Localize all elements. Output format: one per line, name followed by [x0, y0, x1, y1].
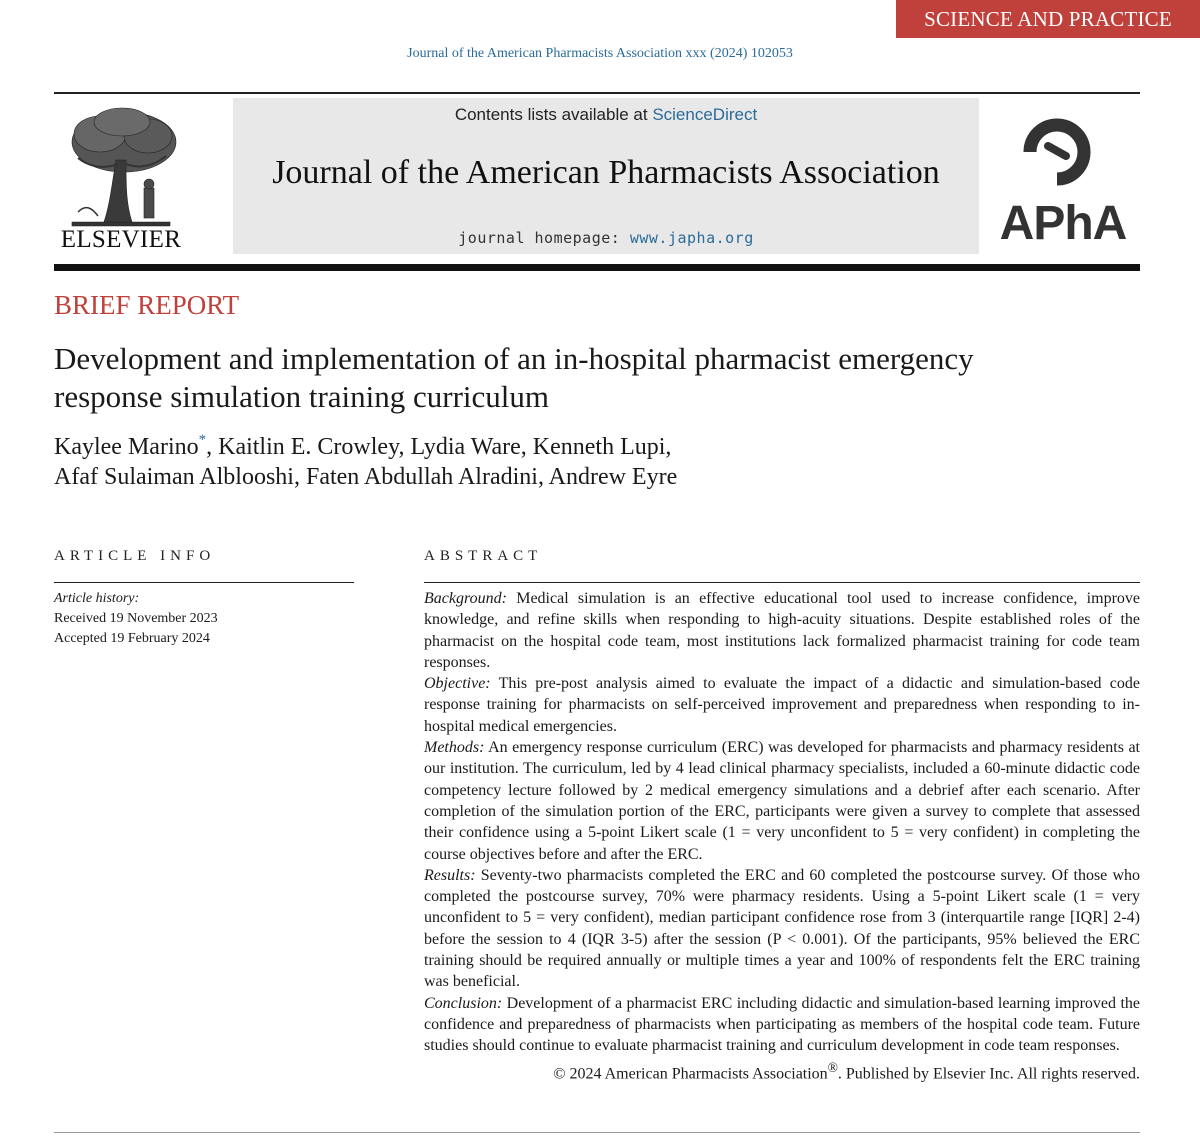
masthead-divider	[54, 264, 1140, 271]
sciencedirect-link[interactable]: ScienceDirect	[652, 105, 758, 124]
results-text: Seventy-two pharmacists completed the ERC and 60 completed the postcourse survey. Of those who completed the postcourse survey, 70% were pharmacy residents. Using a 5-point Likert scale (1 = very unconfident to 5 = very confident), median participant confidence rose from 3 (interquartile range [IQR] 2-4) before the session to 4 (IQR 3-5) after the session (P < 0.001). Of the participants, 95% believed the ERC training should be required annually or multiple times a year and 100% of respondents felt the ERC training was beneficial.	[424, 866, 1140, 991]
contents-prefix: Contents lists available at	[454, 105, 653, 124]
copyright-text-end: . Published by Elsevier Inc. All rights reserved.	[837, 1064, 1140, 1082]
author-list-line-2: Afaf Sulaiman Alblooshi, Faten Abdullah Alradini, Andrew Eyre	[54, 464, 678, 490]
abstract-rule	[424, 582, 1140, 583]
homepage-prefix: journal homepage:	[458, 229, 630, 247]
abstract-results	[424, 865, 1140, 993]
elsevier-wordmark: ELSEVIER	[60, 226, 182, 253]
results-label: Results:	[424, 866, 476, 884]
copyright-text: © 2024 American Pharmacists Association	[553, 1064, 828, 1082]
background-label: Background:	[424, 590, 507, 607]
conclusion-label: Conclusion:	[424, 994, 503, 1012]
article-info-heading: ARTICLE INFO	[54, 548, 216, 564]
accepted-date: Accepted 19 February 2024	[54, 631, 210, 646]
registered-mark: ®	[827, 1059, 838, 1075]
first-author[interactable]: Kaylee Marino	[54, 434, 199, 460]
article-title: Development and implementation of an in-hospital pharmacist emergency response simulation training curriculum	[54, 341, 974, 414]
abstract-objective	[424, 673, 1140, 737]
objective-label: Objective:	[424, 675, 491, 693]
received-date: Received 19 November 2023	[54, 611, 218, 626]
apha-ring-icon[interactable]	[1020, 112, 1094, 190]
journal-homepage-link[interactable]: www.japha.org	[629, 229, 754, 247]
article-info-rule	[54, 582, 354, 583]
contents-line	[233, 105, 979, 125]
copyright-notice	[424, 1057, 1140, 1085]
author-list-line-1	[54, 434, 671, 461]
abstract-conclusion	[424, 993, 1140, 1057]
article-history	[54, 589, 218, 649]
conclusion-text: Development of a pharmacist ERC including didactic and simulation-based learning improved the confidence and preparedness of pharmacists when participating as members of the hospital code team. Future studies should continue to evaluate pharmacist training and curriculum development in code team responses.	[424, 994, 1140, 1055]
objective-text: This pre-post analysis aimed to evaluate the impact of a didactic and simulation-based code response training for pharmacists on self-perceived improvement and preparedness when responding to in-hospital medical emergencies.	[424, 675, 1140, 735]
abstract-body	[424, 588, 1140, 1084]
journal-name: Journal of the American Pharmacists Association	[272, 154, 940, 191]
methods-label: Methods:	[424, 739, 485, 757]
apha-wordmark: APhA	[999, 197, 1127, 250]
abstract-heading: ABSTRACT	[424, 548, 543, 564]
abstract-methods	[424, 737, 1140, 865]
history-label: Article history:	[54, 591, 140, 606]
background-text: Medical simulation is an effective educational tool used to increase confidence, improve knowledge, and refine skills when responding to high-acuity situations. Despite established roles of the pharmacist on the hospital code team, most institutions lack formalized pharmacist training for code team responses.	[424, 590, 1140, 671]
journal-banner	[233, 98, 979, 254]
coauthors: , Kaitlin E. Crowley, Lydia Ware, Kenneth Lupi,	[206, 434, 672, 460]
abstract-background	[424, 588, 1140, 673]
methods-text: An emergency response curriculum (ERC) was developed for pharmacists and pharmacy residents at our institution. The curriculum, led by 4 lead clinical pharmacy specialists, included a 60-minute didactic code competency lecture followed by 2 medical emergency simulations and a debrief after each scenario. After completion of the simulation portion of the ERC, participants were given a survey to complete that assessed their confidence using a 5-point Likert scale (1 = very unconfident to 5 = very confident) in completing the course objectives before and after the ERC.	[424, 739, 1140, 863]
section-badge: SCIENCE AND PRACTICE	[896, 0, 1200, 38]
journal-citation[interactable]: Journal of the American Pharmacists Association xxx (2024) 102053	[407, 46, 793, 61]
article-type: BRIEF REPORT	[54, 290, 240, 320]
homepage-line	[233, 229, 979, 247]
footer-divider	[54, 1132, 1140, 1133]
corresponding-author-marker[interactable]: *	[198, 432, 207, 448]
header-divider	[54, 92, 1140, 94]
